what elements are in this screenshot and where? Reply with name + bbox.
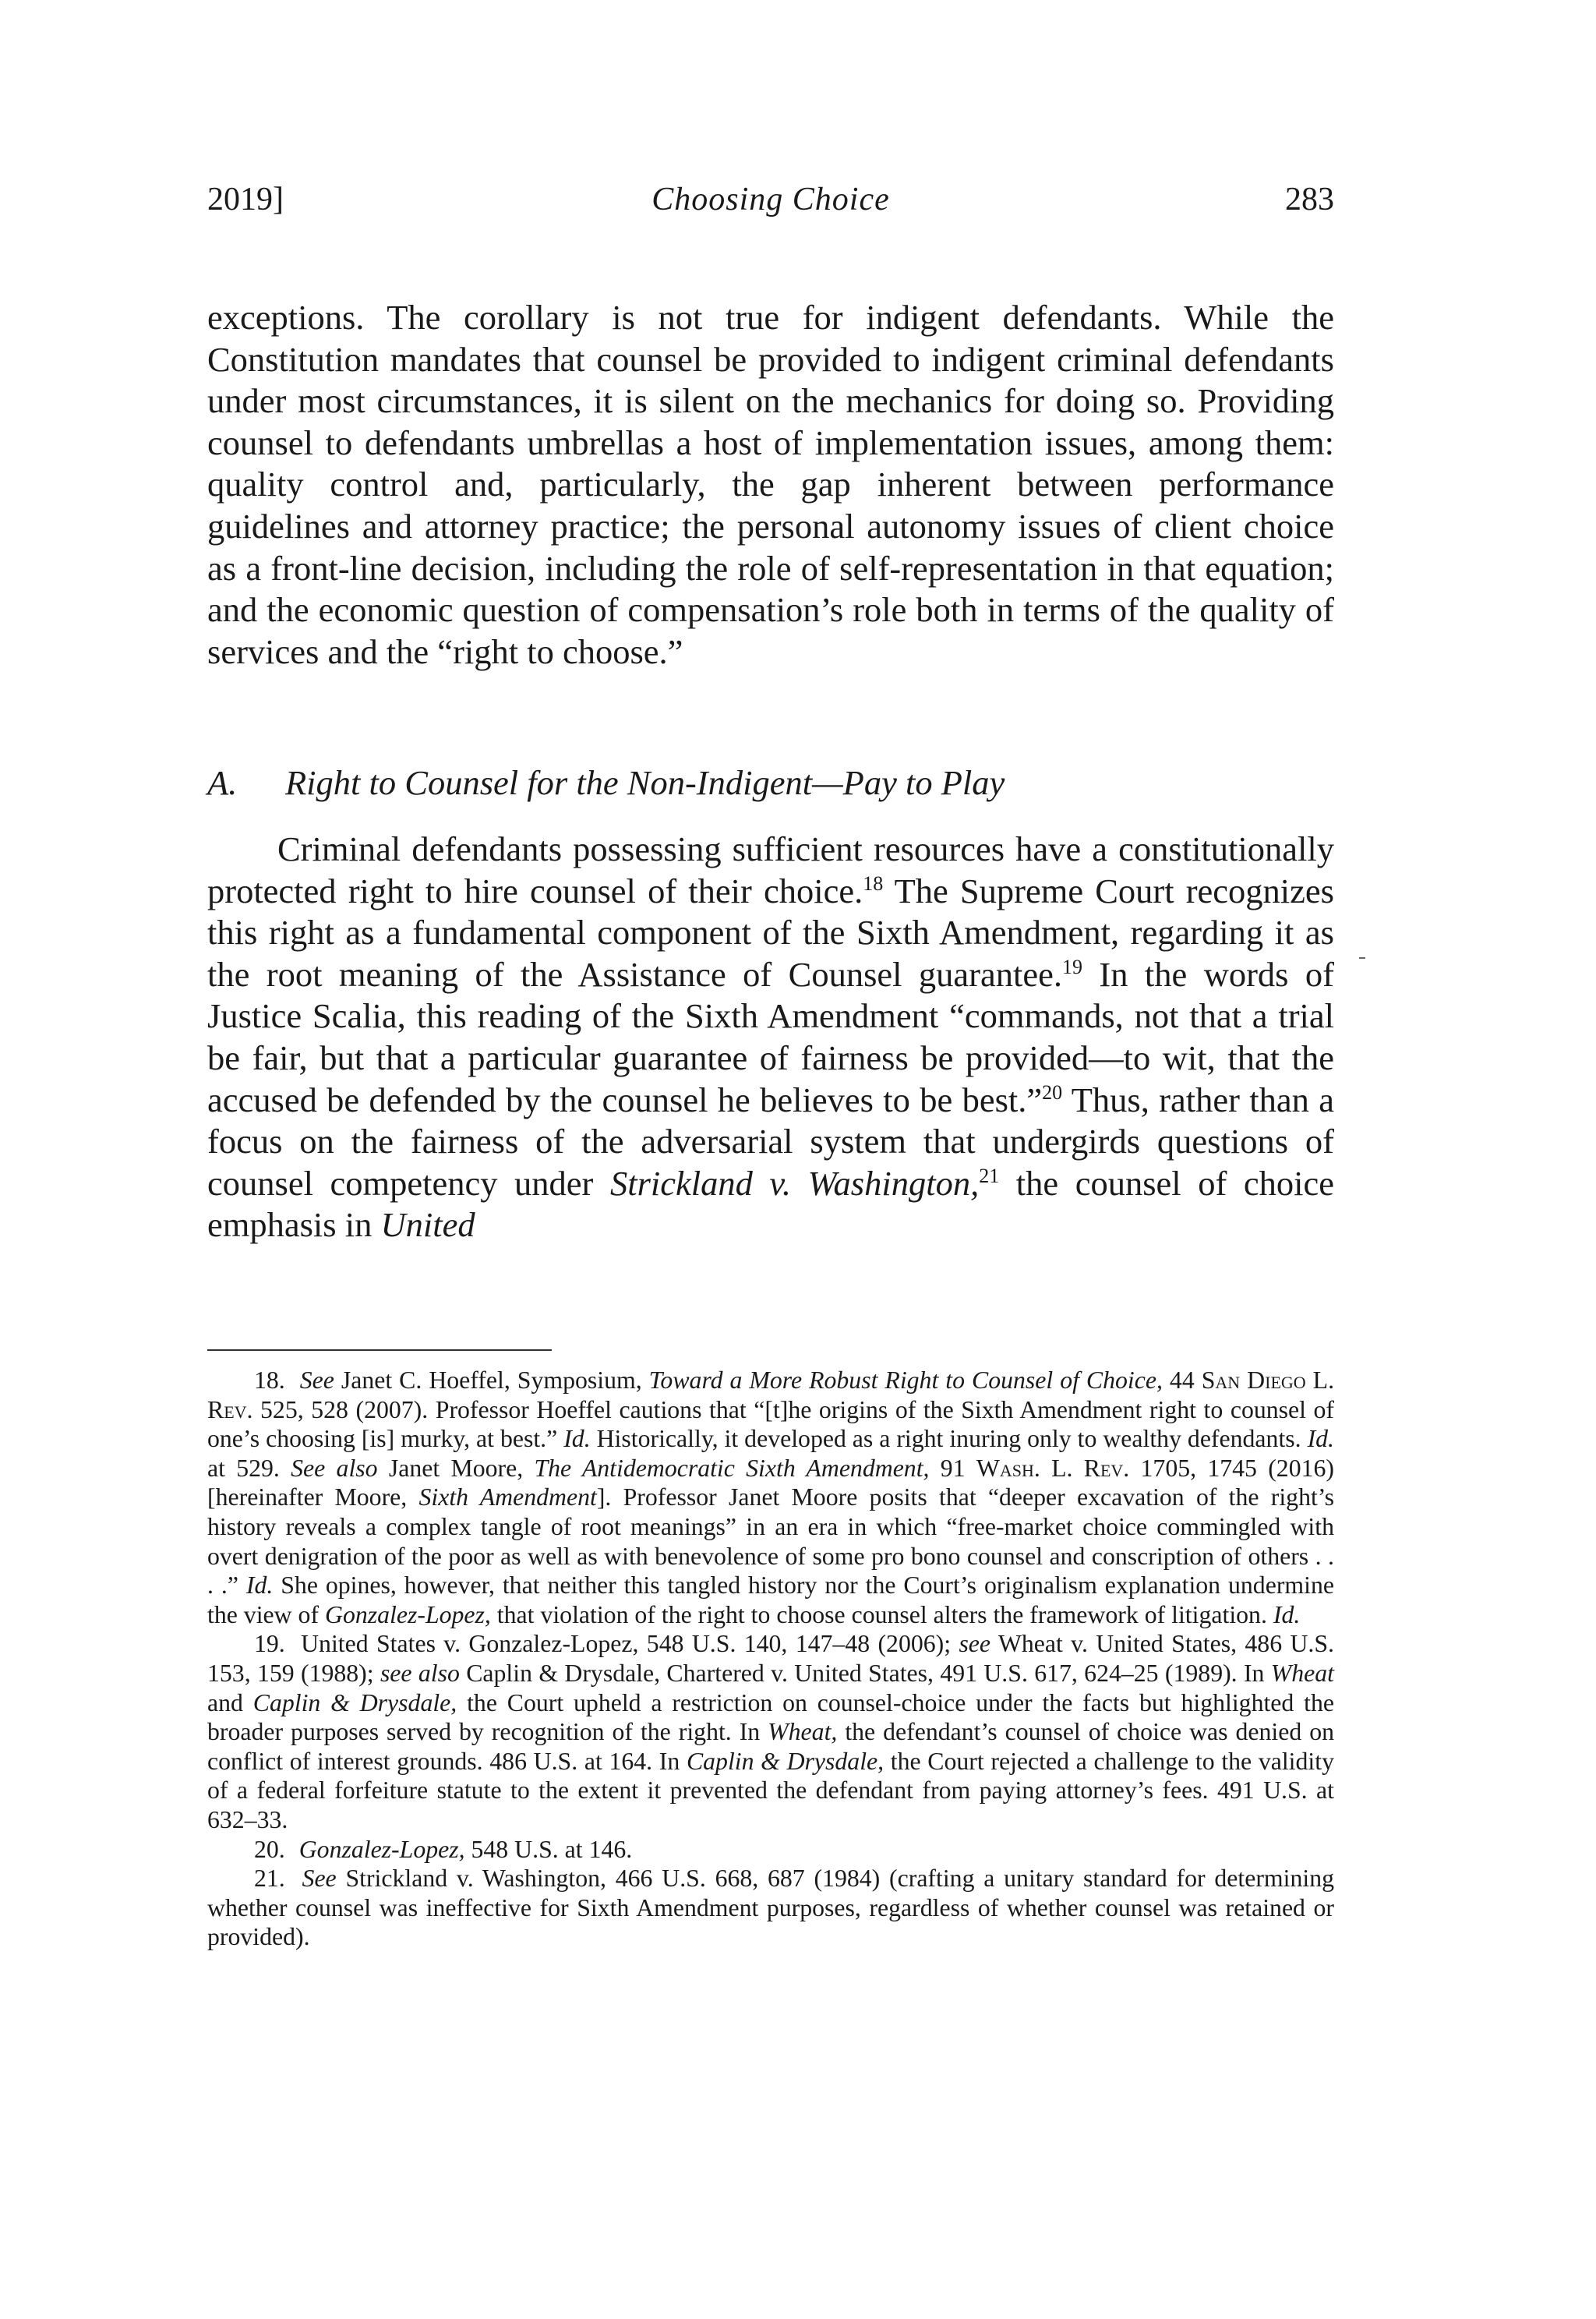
footnote-ref-18[interactable]: 18 (863, 871, 884, 895)
case-name: Caplin & Drysdale, (686, 1747, 885, 1775)
p2-sentence-5: the counsel of choice emphasis in (207, 1163, 1334, 1245)
fn-text: 525, 528 (2007). Professor Hoeffel cautions that “[t]he origins of the Sixth Amendment right to counsel of one’s choosing [is] murky, at best.” (207, 1395, 1334, 1453)
running-header (207, 176, 1334, 223)
volume-year: 2019] (207, 182, 284, 217)
fn-text: 44 (1162, 1366, 1202, 1394)
fn-text: at 529. (207, 1454, 291, 1482)
footnote-ref-21[interactable]: 21 (979, 1164, 1000, 1187)
case-name: Caplin & Drysdale, (252, 1688, 457, 1716)
fn-text: the Court upheld a restriction on counsel-choice under the facts but highlighted the broader purposes served by recognition of the right. In (207, 1688, 1334, 1746)
fn-text: the Court rejected a challenge to the validity of a federal forfeiture statute to the extent it prevented the defendant from paying attorney’s fees. 491 U.S. at 632–33. (207, 1747, 1334, 1833)
footnote-number: 19. (254, 1630, 285, 1658)
signal: See also (291, 1454, 378, 1482)
signal: Id. (1273, 1600, 1301, 1628)
footnotes (207, 1366, 1334, 1952)
section-title: Right to Counsel for the Non-Indigent—Pay to Play (285, 763, 1005, 802)
signal: see (959, 1630, 991, 1658)
footnote-20 (207, 1835, 1334, 1865)
signal: Id. (245, 1571, 274, 1600)
short-title: Sixth Amendment (418, 1483, 597, 1511)
fn-text: She opines, however, that neither this tangled history nor the Court’s originalism explanation undermine the view of (207, 1571, 1334, 1628)
signal: Id. (1307, 1425, 1334, 1453)
fn-text: Strickland v. Washington, 466 U.S. 668, 687 (1984) (crafting a unitary standard for determining whether counsel was ineffective for Sixth Amendment purposes, regardless of whether counsel was retained or provided). (207, 1865, 1335, 1951)
journal-name: Wash. L. Rev. (976, 1454, 1130, 1482)
p2-sentence-4: Thus, rather than a focus on the fairness of the adversarial system that undergirds questions of counsel competency under (207, 1080, 1334, 1203)
case-name: Gonzalez-Lopez, (325, 1600, 491, 1628)
fn-text: 91 (929, 1454, 976, 1482)
signal: see also (380, 1659, 460, 1687)
p2-sentence-2: The Supreme Court recognizes this right as a fundamental component of the Sixth Amendment, regarding it as the root meaning of the Assistance of Counsel guarantee. (207, 871, 1334, 994)
section-heading (207, 762, 1334, 804)
body-paragraph-2 (207, 829, 1334, 1246)
fn-text: Historically, it developed as a right inuring only to wealthy defendants. (590, 1425, 1308, 1453)
p2-sentence-3: In the words of Justice Scalia, this reading of the Sixth Amendment “commands, not that a trial be fair, but that a particular guarantee of fairness be provided—to wit, that the accused be defended by the counsel he believes to be best.” (207, 954, 1334, 1119)
footnote-divider (207, 1349, 552, 1351)
article-title: Toward a More Robust Right to Counsel of Choice, (648, 1366, 1163, 1394)
fn-text: Janet C. Hoeffel, Symposium, (334, 1366, 649, 1394)
body-paragraph-1: exceptions. The corollary is not true for indigent defendants. While the Constitution mandates that counsel be provided to indigent criminal defendants under most circumstances, it is silent on the mechanics for doing so. Providing counsel to defendants umbrellas a host of implementation issues, among them: quality control and, particularly, the gap inherent between performance guidelines and attorney practice; the personal autonomy issues of client choice as a front-line decision, including the role of self-representation in that equation; and the economic question of compensation’s role both in terms of the quality of services and the “right to choose.” (207, 298, 1334, 671)
p2-sentence-1: Criminal defendants possessing sufficient resources have a constitutionally protected right to hire counsel of their choice. (207, 829, 1334, 910)
footnote-number: 21. (254, 1865, 285, 1893)
footnote-21 (207, 1864, 1334, 1952)
footnote-ref-20[interactable]: 20 (1042, 1080, 1063, 1104)
footnote-19 (207, 1629, 1334, 1834)
journal-name: San Diego L. Rev. (207, 1366, 1335, 1423)
page-number: 283 (1285, 182, 1334, 217)
footnote-number: 20. (254, 1835, 285, 1863)
signal: See (302, 1865, 337, 1893)
footnote-18 (207, 1366, 1334, 1629)
fn-text: Caplin & Drysdale, Chartered v. United States, 491 U.S. 617, 624–25 (1989). In (459, 1659, 1271, 1687)
case-name-united: United (380, 1205, 475, 1245)
margin-mark (1359, 957, 1365, 959)
signal: Id. (563, 1425, 591, 1453)
signal: See (299, 1366, 334, 1394)
fn-text: that violation of the right to choose counsel alters the framework of litigation. (490, 1600, 1273, 1628)
fn-text: 548 U.S. at 146. (464, 1835, 633, 1863)
footnote-ref-19[interactable]: 19 (1062, 955, 1082, 978)
case-name: Gonzalez-Lopez, (298, 1835, 465, 1863)
section-letter: A. (207, 763, 238, 802)
fn-text: and (207, 1688, 253, 1716)
article-title: The Antidemocratic Sixth Amendment, (534, 1454, 930, 1482)
fn-text: ]. Professor Janet Moore posits that “deeper excavation of the right’s history reveals a complex tangle of root meanings” in an era in which “free-market choice commingled with overt denigration of the poor as well as with benevolence of some pro bono counsel and conscription of others . . . .” (207, 1483, 1335, 1600)
fn-text: Janet Moore, (377, 1454, 535, 1482)
footnote-number: 18. (254, 1366, 285, 1394)
fn-text: the defendant’s counsel of choice was denied on conflict of interest grounds. 486 U.S. at 164. In (207, 1718, 1335, 1775)
fn-text: Wheat v. United States, 486 U.S. 153, 159 (1988); (207, 1630, 1334, 1687)
fn-text: United States v. Gonzalez-Lopez, 548 U.S. 140, 147–48 (2006); (292, 1630, 959, 1658)
fn-text: 1705, 1745 (2016) [hereinafter Moore, (207, 1454, 1334, 1511)
running-title (207, 176, 1334, 223)
running-title-text: Choosing Choice (651, 182, 890, 217)
case-name: Wheat (1270, 1659, 1334, 1687)
case-name-strickland: Strickland v. Washington, (609, 1163, 980, 1203)
case-name: Wheat, (768, 1718, 838, 1746)
